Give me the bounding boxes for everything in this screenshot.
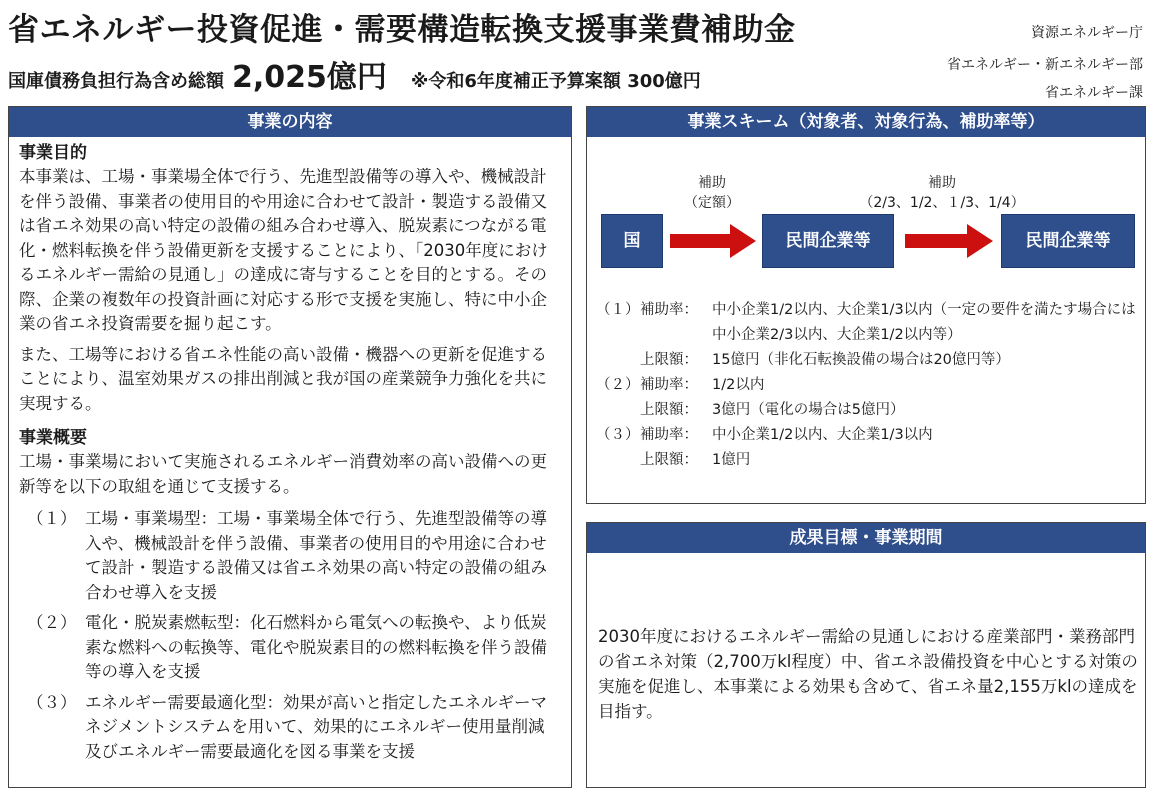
scheme-heading: 事業スキーム（対象者、対象行為、補助率等） — [587, 107, 1145, 137]
rate-key: 上限額： — [640, 402, 698, 418]
rate-value: 1/2以内 — [712, 377, 765, 393]
rate-row-2 — [596, 348, 1142, 373]
flow-box-government: 国 — [601, 214, 663, 268]
rate-number: （３） — [596, 427, 640, 443]
arrow-red-icon — [905, 224, 993, 258]
overview-item-2 — [19, 611, 561, 685]
rate-number: （１） — [596, 302, 640, 318]
org-division: 省エネルギー課 — [1045, 85, 1143, 101]
arrow-red-icon — [670, 224, 756, 258]
rate-key: 補助率： — [640, 377, 698, 393]
arrow2-sublabel: （2/3、1/2、１/3、1/4） — [859, 195, 1025, 211]
overview-title: 事業概要 — [19, 428, 87, 448]
flow-arrow-2 — [905, 224, 993, 258]
business-content-body — [9, 137, 571, 764]
rate-value: 中小企業1/2以内、大企業1/3以内 — [712, 427, 933, 443]
arrow1-label: 補助 — [698, 175, 726, 191]
budget-note: ※令和6年度補正予算案額 300億円 — [410, 71, 701, 92]
arrow2-label: 補助 — [928, 175, 956, 191]
rate-key: 上限額： — [640, 352, 698, 368]
rate-row-5 — [596, 423, 1142, 448]
overview-item-number: （２） — [27, 613, 77, 632]
rate-number — [596, 448, 640, 473]
budget-label: 国庫債務負担行為含め総額 — [8, 71, 224, 92]
org-agency: 資源エネルギー庁 — [1031, 25, 1143, 41]
overview-item-3 — [19, 691, 561, 765]
overview-item-1 — [19, 507, 561, 605]
outcome-text: 2030年度におけるエネルギー需給の見通しにおける産業部門・業務部門の省エネ対策（2,700万kl程度）中、省エネ設備投資を中心とする対策の実施を促進し、本事業による効果も含めて、省エネ量2,155万klの達成を目指す。 — [598, 627, 1138, 721]
page-title: 省エネルギー投資促進・需要構造転換支援事業費補助金 — [8, 12, 796, 48]
rate-key: 補助率： — [640, 302, 698, 318]
overview-item-text: 電化・脱炭素燃転型：化石燃料から電気への転換や、より低炭素な燃料への転換等、電化や脱炭素目的の燃料転換を伴う設備等の導入を支援 — [85, 613, 547, 681]
outcome-heading: 成果目標・事業期間 — [587, 523, 1145, 553]
rate-value: 1億円 — [712, 452, 751, 468]
rate-key: 上限額： — [640, 452, 698, 468]
business-content-heading: 事業の内容 — [9, 107, 571, 137]
overview-item-text: エネルギー需要最適化型：効果が高いと指定したエネルギーマネジメントシステムを用いて、効果的にエネルギー使用量削減及びエネルギー需要最適化を図る事業を支援 — [85, 692, 547, 761]
overview-item-number: （３） — [27, 692, 77, 712]
budget-amount: 2,025億円 — [232, 60, 387, 95]
budget-line — [8, 52, 701, 96]
rate-row-6 — [596, 448, 1142, 473]
rates-list — [596, 298, 1142, 473]
business-content-panel — [8, 106, 572, 788]
purpose-paragraph-1: 本事業は、工場・事業場全体で行う、先進型設備等の導入や、機械設計を伴う設備、事業者の使用目的や用途に合わせて設計・製造する設備又は省エネ効果の高い特定の設備の組み合わせ導入、脱炭素につながる電化・燃料転換を伴う設備更新を支援することにより、「2030年度におけるエネルギー需給の見通し」の達成に寄与することを目的とする。その際、企業の複数年の投資計画に対応する形で支援を実施し、特に中小企業の省エネ投資需要を掘り起こす。 — [19, 167, 548, 333]
rate-row-1 — [596, 298, 1142, 348]
org-department: 省エネルギー・新エネルギー部 — [947, 57, 1143, 73]
rate-key: 補助率： — [640, 427, 698, 443]
rate-value: 中小企業1/2以内、大企業1/3以内（一定の要件を満たす場合には中小企業2/3以内、大企業1/2以内等） — [712, 302, 1136, 343]
arrow1-sublabel: （定額） — [684, 195, 740, 211]
flow-arrow-1 — [670, 224, 756, 258]
overview-item-text: 工場・事業場型：工場・事業場全体で行う、先進型設備等の導入や、機械設計を伴う設備、事業者の使用目的や用途に合わせて設計・製造する設備又は省エネ効果の高い特定の設備の組み合わせ導入を支援 — [85, 509, 547, 602]
rate-value: 15億円（非化石転換設備の場合は20億円等） — [712, 352, 1010, 368]
rate-row-3 — [596, 373, 1142, 398]
purpose-paragraph-2: また、工場等における省エネ性能の高い設備・機器への更新を促進することにより、温室効果ガスの排出削減と我が国の産業競争力強化を共に実現する。 — [19, 344, 547, 413]
rate-number — [596, 398, 640, 423]
flow-box-private-2: 民間企業等 — [1001, 214, 1135, 268]
flow-box-private-1: 民間企業等 — [762, 214, 894, 268]
rate-value: 3億円（電化の場合は5億円） — [712, 402, 905, 418]
rate-number — [596, 348, 640, 373]
rate-row-4 — [596, 398, 1142, 423]
overview-item-number: （１） — [27, 509, 77, 528]
overview-intro: 工場・事業場において実施されるエネルギー消費効率の高い設備への更新等を以下の取組を通じて支援する。 — [19, 452, 547, 496]
rate-number: （２） — [596, 377, 640, 393]
purpose-title: 事業目的 — [19, 143, 87, 163]
